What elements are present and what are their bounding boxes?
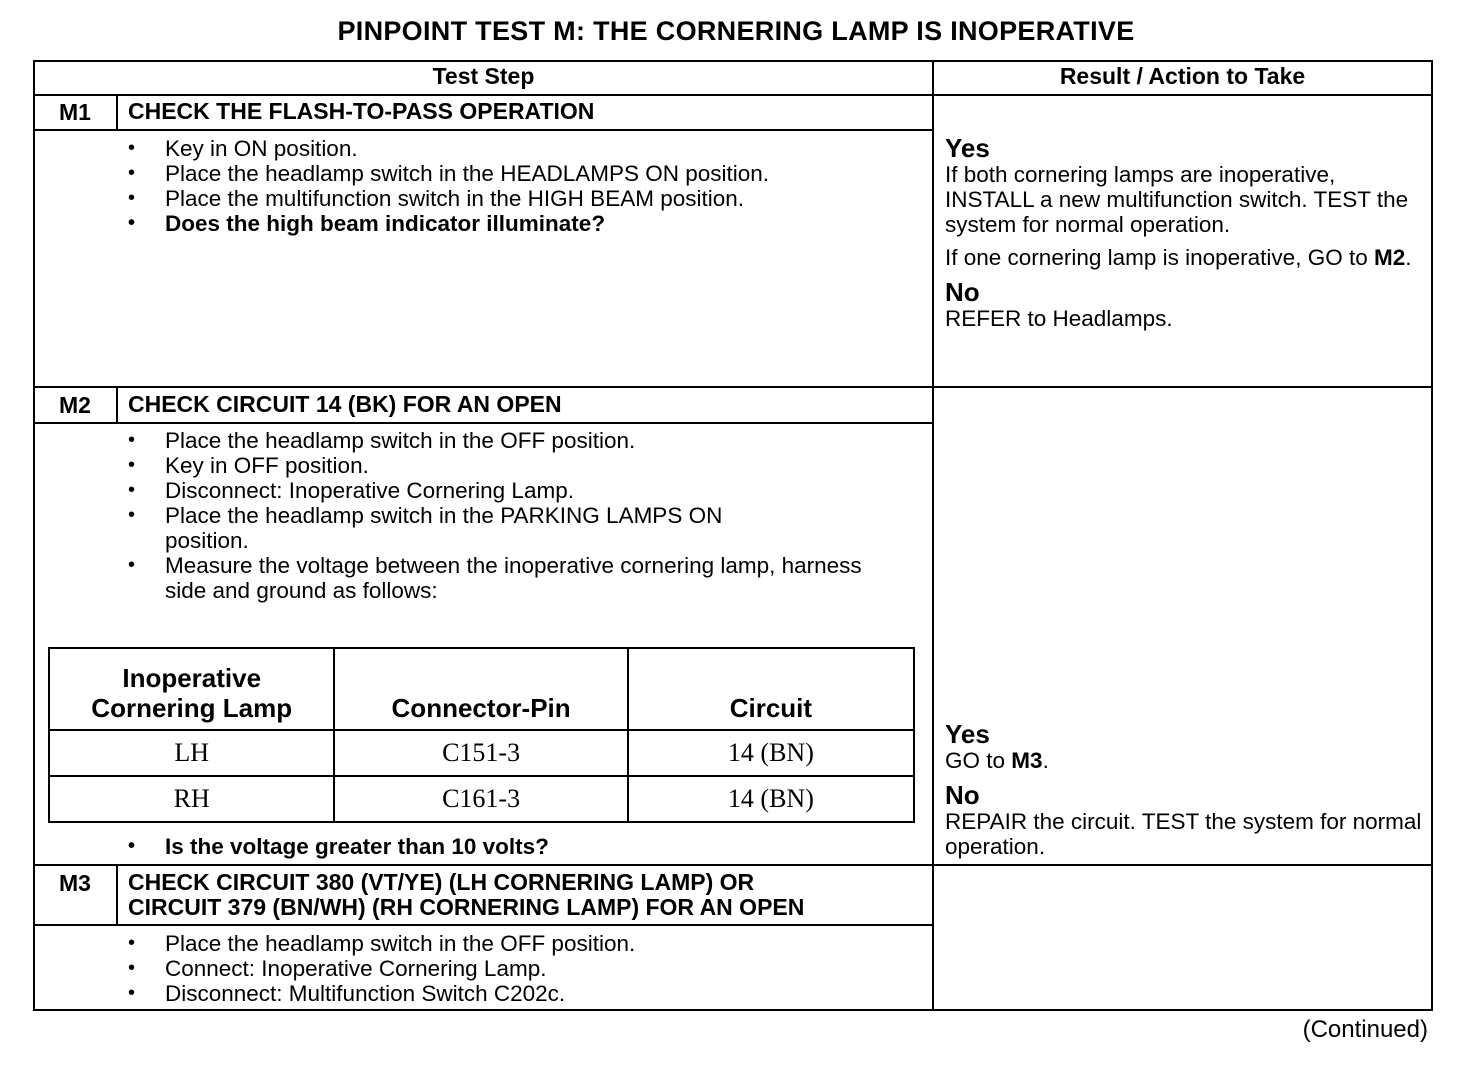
instruction-question: • Does the high beam indicator illuminate?: [128, 211, 918, 236]
no-action: REFER to Headlamps.: [945, 306, 1173, 331]
instruction: • Key in OFF position.: [128, 453, 888, 478]
instruction: • Measure the voltage between the inoperative cornering lamp, harness side and ground as follows:: [128, 553, 888, 603]
step-title: CHECK THE FLASH-TO-PASS OPERATION: [128, 98, 595, 124]
step-id-divider: [116, 386, 118, 424]
instruction: • Place the multifunction switch in the HIGH BEAM position.: [128, 186, 918, 211]
table-cell: LH: [49, 730, 334, 776]
step-reference: M2: [1373, 245, 1406, 270]
step-id-divider: [116, 94, 118, 131]
yes-action-alt: If one cornering lamp is inoperative, GO to M2.: [945, 245, 1412, 270]
instruction-question: • Is the voltage greater than 10 volts?: [128, 834, 918, 859]
page-title: PINPOINT TEST M: THE CORNERING LAMP IS INOPERATIVE: [337, 16, 1135, 46]
column-header-circuit: Circuit: [628, 648, 914, 730]
yes-label: Yes: [945, 133, 990, 163]
instruction: • Disconnect: Multifunction Switch C202c.: [128, 981, 918, 1006]
no-action: REPAIR the circuit. TEST the system for normal operation.: [945, 809, 1422, 859]
column-header-lamp: Inoperative Cornering Lamp: [49, 648, 334, 730]
step-title: CHECK CIRCUIT 380 (VT/YE) (LH CORNERING LAMP) OR CIRCUIT 379 (BN/WH) (RH CORNERING LAMP) FOR AN OPEN: [128, 869, 805, 920]
table-cell: 14 (BN): [628, 730, 914, 776]
table-row: [49, 730, 914, 776]
instruction: • Place the headlamp switch in the HEADLAMPS ON position.: [128, 161, 918, 186]
step-divider: [33, 386, 1433, 388]
step-title: CHECK CIRCUIT 14 (BK) FOR AN OPEN: [128, 391, 562, 417]
step-question: [128, 834, 918, 859]
instruction: • Place the headlamp switch in the PARKING LAMPS ON position.: [128, 503, 888, 553]
step-id-divider: [116, 864, 118, 926]
instruction: • Connect: Inoperative Cornering Lamp.: [128, 956, 918, 981]
result-action: [945, 720, 1429, 859]
yes-action-text: If one cornering lamp is inoperative, GO to: [945, 245, 1368, 270]
yes-action: If both cornering lamps are inoperative, INSTALL a new multifunction switch. TEST the system for normal operation.: [945, 162, 1409, 237]
instruction: • Key in ON position.: [128, 136, 918, 161]
table-row: [49, 776, 914, 822]
step-id: M1: [59, 99, 91, 125]
result-action: [945, 134, 1429, 331]
table-cell: C151-3: [334, 730, 627, 776]
continued-note: (Continued): [1302, 1016, 1428, 1043]
step-id: M3: [59, 870, 91, 896]
table-cell: 14 (BN): [628, 776, 914, 822]
step-title-divider: [33, 924, 933, 926]
no-label: No: [945, 277, 980, 307]
instruction: • Disconnect: Inoperative Cornering Lamp.: [128, 478, 888, 503]
yes-label: Yes: [945, 719, 990, 749]
step-divider: [33, 864, 1433, 866]
instruction: • Place the headlamp switch in the OFF position.: [128, 428, 888, 453]
step-title-divider: [33, 422, 933, 424]
voltage-measurement-table: [48, 647, 915, 823]
header-divider: [33, 94, 1433, 96]
table-cell: RH: [49, 776, 334, 822]
header-result: Result / Action to Take: [1059, 63, 1306, 89]
table-cell: C161-3: [334, 776, 627, 822]
column-divider: [932, 60, 934, 1011]
step-id: M2: [59, 392, 91, 418]
yes-action: GO to M3.: [945, 748, 1049, 773]
header-test-step: Test Step: [432, 63, 535, 89]
step-instructions: [128, 136, 918, 236]
step-title-divider: [33, 129, 933, 131]
column-header-connector-pin: Connector-Pin: [334, 648, 627, 730]
step-instructions: [128, 428, 888, 603]
step-reference: M3: [1011, 748, 1043, 773]
step-instructions: [128, 931, 918, 1006]
instruction: • Place the headlamp switch in the OFF position.: [128, 931, 918, 956]
no-label: No: [945, 780, 980, 810]
